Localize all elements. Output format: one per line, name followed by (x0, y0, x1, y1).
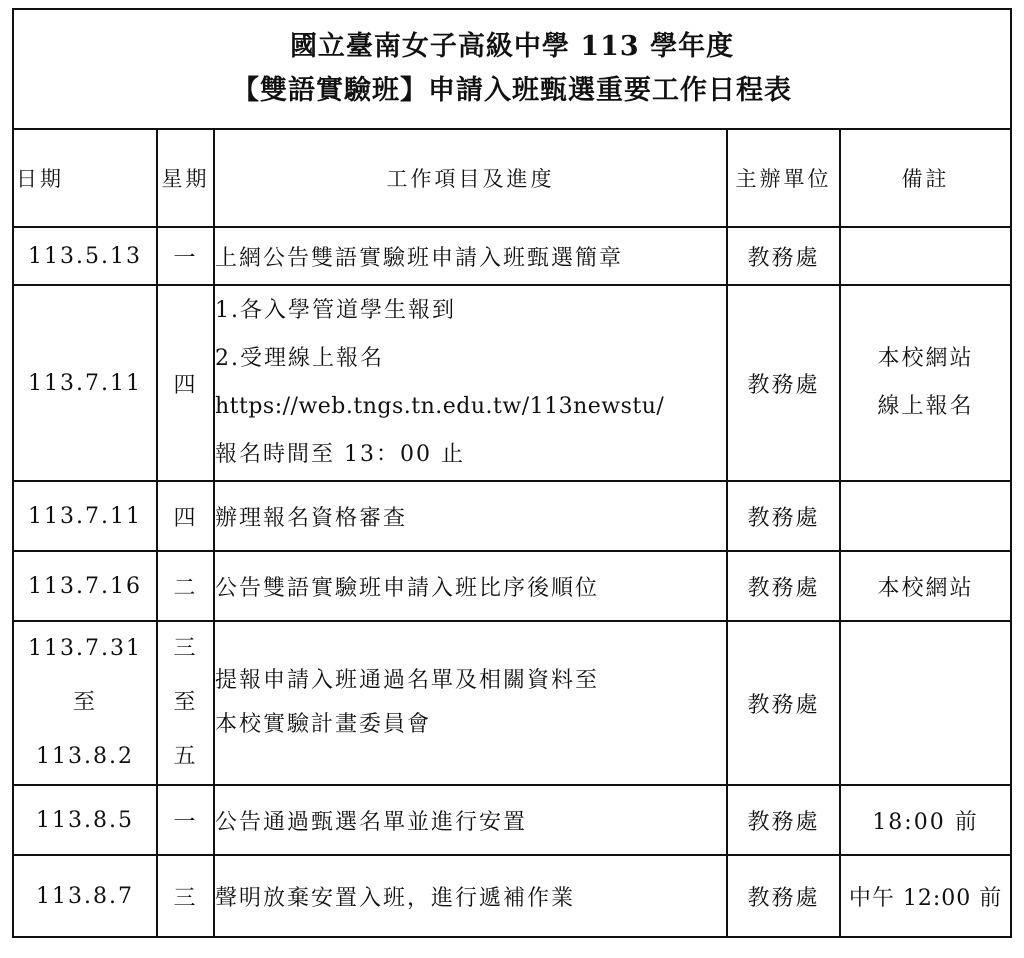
header-organizer: 主辦單位 (727, 129, 840, 227)
organizer-cell: 教務處 (727, 785, 840, 855)
date-cell: 113.7.16 (13, 551, 157, 621)
weekday-cell: 四 (157, 285, 214, 481)
table-row (13, 621, 1011, 785)
date-line: 至 (72, 690, 97, 715)
date-cell: 113.5.13 (13, 227, 157, 285)
task-cell: 上網公告雙語實驗班申請入班甄選簡章 (214, 227, 727, 285)
weekday-cell: 一 (157, 227, 214, 285)
table-row (13, 227, 1011, 285)
date-cell: 113.7.11 (13, 481, 157, 551)
note-cell (840, 227, 1011, 285)
schedule-document (12, 8, 1010, 938)
weekday-line: 三 (173, 636, 198, 661)
header-note: 備註 (840, 129, 1011, 227)
organizer-cell: 教務處 (727, 621, 840, 785)
task-line: 報名時間至 13：00 止 (215, 442, 465, 467)
weekday-cell (157, 621, 214, 785)
date-cell (13, 621, 157, 785)
task-line: 2.受理線上報名 (215, 346, 384, 371)
title-line-1: 國立臺南女子高級中學 113 學年度 (289, 31, 735, 62)
organizer-cell: 教務處 (727, 551, 840, 621)
task-cell (214, 621, 727, 785)
task-cell (214, 285, 727, 481)
note-cell: 中午 12:00 前 (840, 855, 1011, 937)
schedule-table (12, 8, 1012, 938)
weekday-line: 至 (173, 690, 198, 715)
organizer-cell: 教務處 (727, 481, 840, 551)
date-cell: 113.7.11 (13, 285, 157, 481)
weekday-cell: 四 (157, 481, 214, 551)
task-cell: 聲明放棄安置入班，進行遞補作業 (214, 855, 727, 937)
table-row (13, 855, 1011, 937)
table-row (13, 551, 1011, 621)
organizer-cell: 教務處 (727, 855, 840, 937)
note-cell: 18:00 前 (840, 785, 1011, 855)
organizer-cell: 教務處 (727, 285, 840, 481)
note-line: 線上報名 (877, 394, 974, 419)
date-line: 113.7.31 (28, 636, 142, 661)
table-row (13, 481, 1011, 551)
note-cell (840, 481, 1011, 551)
weekday-cell: 二 (157, 551, 214, 621)
title-line-2: 【雙語實驗班】申請入班甄選重要工作日程表 (232, 75, 793, 106)
task-line: 1.各入學管道學生報到 (215, 298, 456, 323)
table-row (13, 785, 1011, 855)
weekday-cell: 三 (157, 855, 214, 937)
header-task: 工作項目及進度 (214, 129, 727, 227)
weekday-line: 五 (173, 744, 198, 769)
task-cell: 辦理報名資格審查 (214, 481, 727, 551)
task-line: 本校實驗計畫委員會 (215, 712, 432, 737)
note-cell: 本校網站 (840, 551, 1011, 621)
task-url: https://web.tngs.tn.edu.tw/113newstu/ (215, 394, 665, 419)
title-row (13, 9, 1011, 129)
title-cell (13, 9, 1011, 129)
note-line: 本校網站 (877, 346, 974, 371)
date-line: 113.8.2 (36, 744, 134, 769)
task-cell: 公告通過甄選名單並進行安置 (214, 785, 727, 855)
date-cell: 113.8.5 (13, 785, 157, 855)
weekday-cell: 一 (157, 785, 214, 855)
header-date: 日期 (13, 129, 157, 227)
organizer-cell: 教務處 (727, 227, 840, 285)
date-cell: 113.8.7 (13, 855, 157, 937)
task-cell: 公告雙語實驗班申請入班比序後順位 (214, 551, 727, 621)
task-line: 提報申請入班通過名單及相關資料至 (215, 668, 600, 693)
header-row (13, 129, 1011, 227)
header-weekday: 星期 (157, 129, 214, 227)
table-row (13, 285, 1011, 481)
note-cell (840, 285, 1011, 481)
note-cell (840, 621, 1011, 785)
